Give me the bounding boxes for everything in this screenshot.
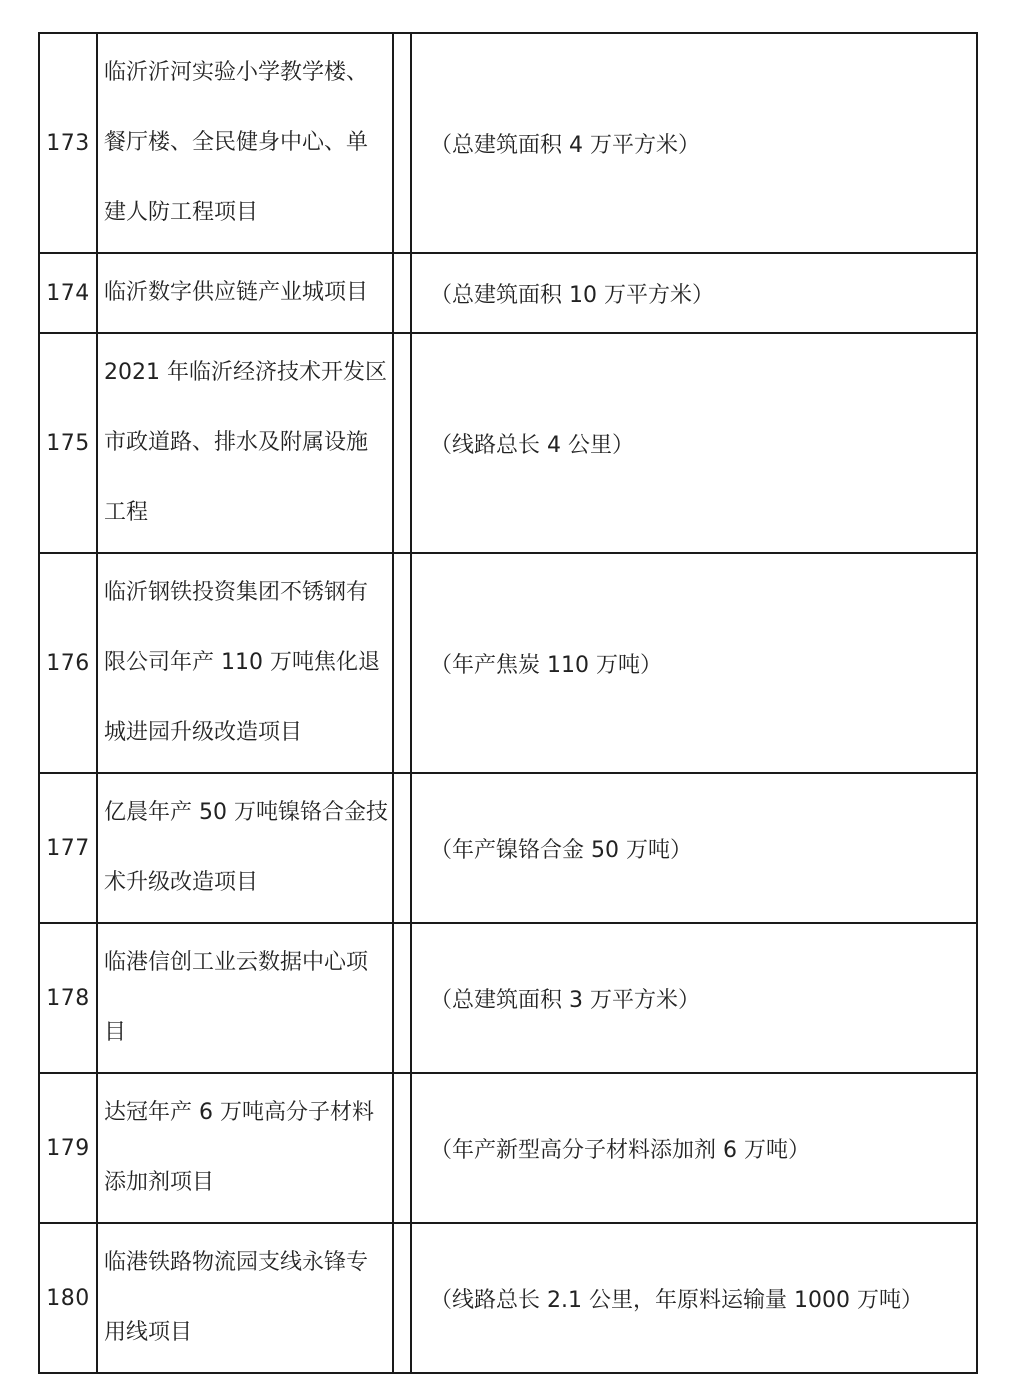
empty-cell <box>393 1073 411 1223</box>
table-row <box>39 923 977 1073</box>
project-scale: （年产新型高分子材料添加剂 6 万吨） <box>411 1073 977 1223</box>
project-name: 亿晨年产 50 万吨镍铬合金技术升级改造项目 <box>97 773 393 923</box>
project-scale: （线路总长 2.1 公里，年原料运输量 1000 万吨） <box>411 1223 977 1373</box>
row-number: 178 <box>39 923 97 1073</box>
project-scale: （总建筑面积 3 万平方米） <box>411 923 977 1073</box>
empty-cell <box>393 253 411 333</box>
project-name: 临沂沂河实验小学教学楼、餐厅楼、全民健身中心、单建人防工程项目 <box>97 33 393 253</box>
empty-cell <box>393 773 411 923</box>
project-table <box>38 32 978 1374</box>
project-scale: （年产镍铬合金 50 万吨） <box>411 773 977 923</box>
empty-cell <box>393 1223 411 1373</box>
project-name: 达冠年产 6 万吨高分子材料添加剂项目 <box>97 1073 393 1223</box>
project-name: 2021 年临沂经济技术开发区市政道路、排水及附属设施工程 <box>97 333 393 553</box>
empty-cell <box>393 33 411 253</box>
table-row <box>39 1073 977 1223</box>
project-name: 临港铁路物流园支线永锋专用线项目 <box>97 1223 393 1373</box>
project-name: 临沂数字供应链产业城项目 <box>97 253 393 333</box>
row-number: 174 <box>39 253 97 333</box>
table-row <box>39 1223 977 1373</box>
row-number: 180 <box>39 1223 97 1373</box>
table-row <box>39 553 977 773</box>
table-row <box>39 333 977 553</box>
empty-cell <box>393 923 411 1073</box>
empty-cell <box>393 553 411 773</box>
project-scale: （总建筑面积 10 万平方米） <box>411 253 977 333</box>
project-scale: （总建筑面积 4 万平方米） <box>411 33 977 253</box>
row-number: 173 <box>39 33 97 253</box>
row-number: 179 <box>39 1073 97 1223</box>
project-name: 临沂钢铁投资集团不锈钢有限公司年产 110 万吨焦化退城进园升级改造项目 <box>97 553 393 773</box>
row-number: 176 <box>39 553 97 773</box>
table-row <box>39 773 977 923</box>
project-scale: （年产焦炭 110 万吨） <box>411 553 977 773</box>
row-number: 177 <box>39 773 97 923</box>
row-number: 175 <box>39 333 97 553</box>
table-row <box>39 253 977 333</box>
empty-cell <box>393 333 411 553</box>
project-scale: （线路总长 4 公里） <box>411 333 977 553</box>
project-table-container <box>38 32 976 1374</box>
table-row <box>39 33 977 253</box>
project-name: 临港信创工业云数据中心项目 <box>97 923 393 1073</box>
